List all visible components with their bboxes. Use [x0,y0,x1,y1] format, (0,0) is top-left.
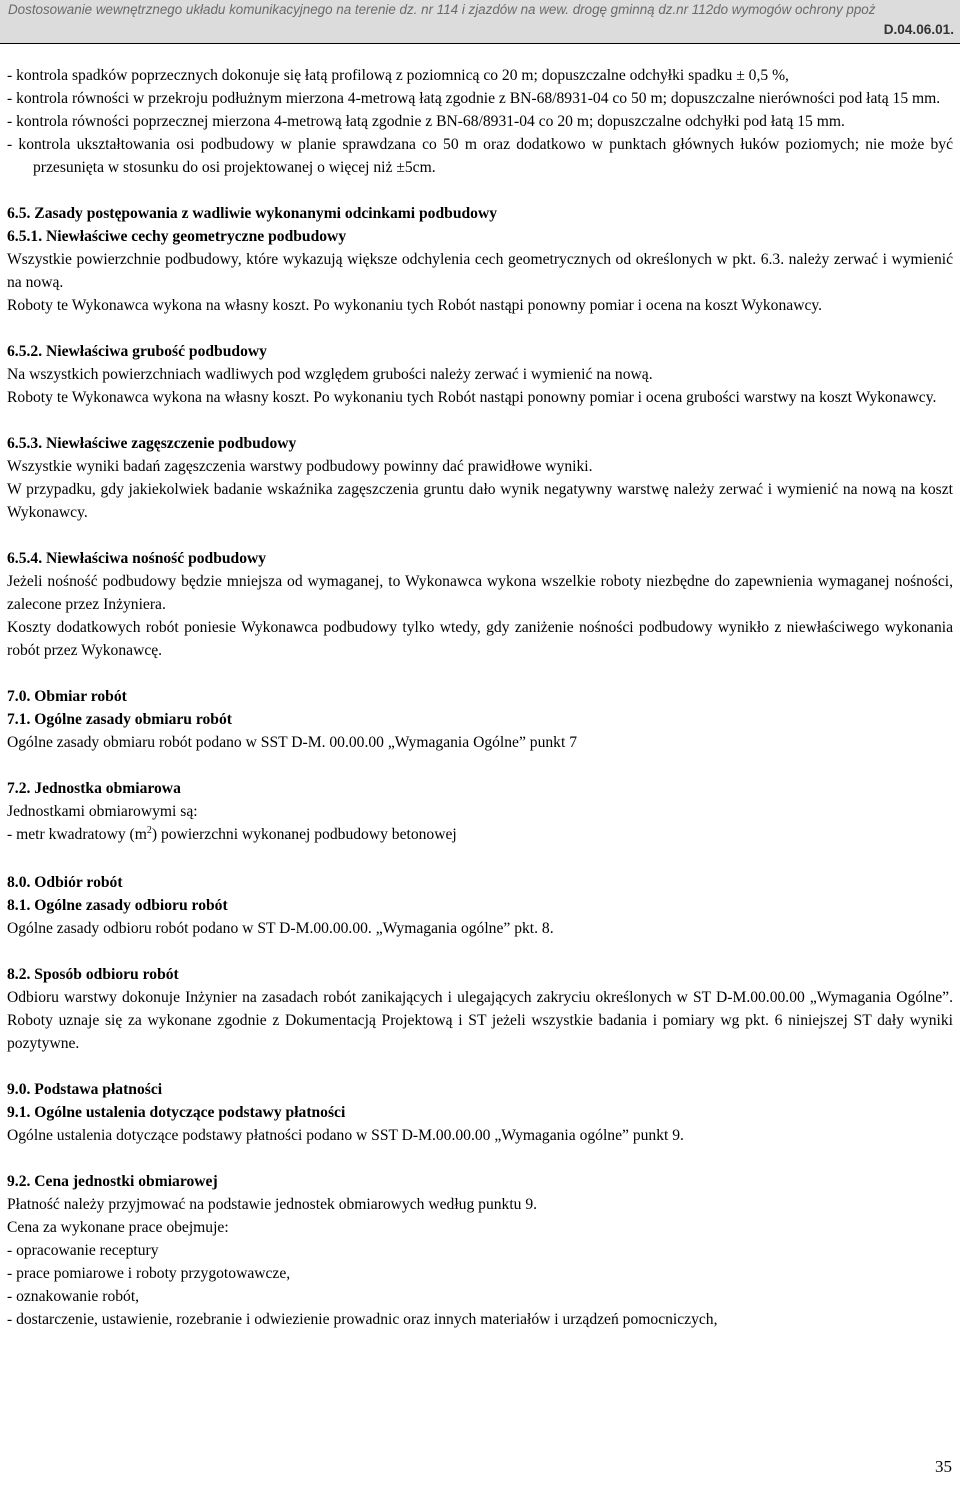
page-number: 35 [935,1457,952,1476]
document-body [7,64,953,1331]
list-item: - kontrola równości poprzecznej mierzona 4-metrową łatą zgodnie z BN-68/8931-04 co 20 m; dopuszczalne odchyłki pod łatą 15 mm. [7,113,845,130]
list-item: - opracowanie receptury [7,1242,159,1259]
section-heading-6-5-2: 6.5.2. Niewłaściwa grubość podbudowy [7,343,267,360]
paragraph: Płatność należy przyjmować na podstawie jednostek obmiarowych według punktu 9. [7,1196,538,1213]
paragraph: Jednostkami obmiarowymi są: [7,803,198,820]
list-item: - dostarczenie, ustawienie, rozebranie i odwiezienie prowadnic oraz innych materiałów i urządzeń pomocniczych, [7,1311,718,1328]
section-heading-6-5-3: 6.5.3. Niewłaściwe zagęszczenie podbudowy [7,435,297,452]
paragraph: Ogólne zasady obmiaru robót podano w SST D-M. 00.00.00 „Wymagania Ogólne” punkt 7 [7,734,578,751]
section-heading-8-1: 8.1. Ogólne zasady odbioru robót [7,897,228,914]
section-heading-7-2: 7.2. Jednostka obmiarowa [7,780,181,797]
running-header [0,0,960,44]
section-heading-9-1: 9.1. Ogólne ustalenia dotyczące podstawy płatności [7,1104,346,1121]
section-heading-8-2: 8.2. Sposób odbioru robót [7,966,179,983]
paragraph: Roboty te Wykonawca wykona na własny koszt. Po wykonaniu tych Robót nastąpi ponowny pomiar i ocena na koszt Wykonawcy. [7,297,823,314]
section-heading-6-5: 6.5. Zasady postępowania z wadliwie wykonanymi odcinkami podbudowy [7,205,498,222]
section-heading-7-0: 7.0. Obmiar robót [7,688,127,705]
section-heading-9-2: 9.2. Cena jednostki obmiarowej [7,1173,218,1190]
superscript: 2 [146,825,152,836]
paragraph: Roboty te Wykonawca wykona na własny koszt. Po wykonaniu tych Robót nastąpi ponowny pomiar i ocena grubości warstwy na koszt Wykonawcy. [7,389,937,406]
paragraph: Jeżeli nośność podbudowy będzie mniejsza od wymaganej, to Wykonawca wykona wszelkie roboty niezbędne do zapewnienia wymaganej nośności, zalecone przez Inżyniera. [7,573,953,613]
unit-item: - metr kwadratowy $(m^2)$ powierzchni wykonanej podbudowy betonowej [7,825,457,843]
header-code: D.04.06.01. [883,22,954,37]
paragraph: Ogólne zasady odbioru robót podano w ST D-M.00.00.00. „Wymagania ogólne” pkt. 8. [7,920,554,937]
list-item: - prace pomiarowe i roboty przygotowawcze, [7,1265,291,1282]
paragraph: Na wszystkich powierzchniach wadliwych pod względem grubości należy zerwać i wymienić na nową. [7,366,653,383]
paragraph: Wszystkie wyniki badań zagęszczenia warstwy podbudowy powinny dać prawidłowe wyniki. [7,458,593,475]
paragraph: Odbioru warstwy dokonuje Inżynier na zasadach robót zanikających i ulegających zakryciu określonych w ST D-M.00.00.00 „Wymagania Ogólne”. Roboty uznaje się za wykonane zgodnie z Dokumentacją Projektową i ST jeżeli wszystkie badania i pomiary wg pkt. 6 niniejszej ST dały wyniki pozytywne. [7,989,953,1052]
paragraph: Wszystkie powierzchnie podbudowy, które wykazują większe odchylenia cech geometrycznych od określonych w pkt. 6.3. należy zerwać i wymienić na nową. [7,251,953,291]
section-heading-7-1: 7.1. Ogólne zasady obmiaru robót [7,711,232,728]
header-title: Dostosowanie wewnętrznego układu komunikacyjnego na terenie dz. nr 114 i zjazdów na wew. drogę gminną dz.nr 112do wymogów ochrony ppoż [8,2,876,17]
section-heading-9-0: 9.0. Podstawa płatności [7,1081,163,1098]
section-heading-8-0: 8.0. Odbiór robót [7,874,123,891]
list-item: - kontrola ukształtowania osi podbudowy w planie sprawdzana co 50 m oraz dodatkowo w punktach głównych łuków poziomych; nie może być przesunięta w stosunku do osi projektowanej o więcej niż ±5cm. [7,136,953,176]
paragraph: Koszty dodatkowych robót poniesie Wykonawca podbudowy tylko wtedy, gdy zaniżenie nośności podbudowy wynikło z niewłaściwego wykonania robót przez Wykonawcę. [7,619,953,659]
list-item: - oznakowanie robót, [7,1288,140,1305]
paragraph: W przypadku, gdy jakiekolwiek badanie wskaźnika zagęszczenia gruntu dało wynik negatywny warstwę należy zerwać i wymienić na nową na koszt Wykonawcy. [7,481,953,521]
list-item: - kontrola spadków poprzecznych dokonuje się łatą profilową z poziomnicą co 20 m; dopuszczalne odchyłki spadku ± 0,5 %, [7,67,789,84]
list-item: - kontrola równości w przekroju podłużnym mierzona 4-metrową łatą zgodnie z BN-68/8931-04 co 50 m; dopuszczalne nierówności pod łatą 15 mm. [7,90,941,107]
section-heading-6-5-1: 6.5.1. Niewłaściwe cechy geometryczne podbudowy [7,228,347,245]
section-heading-6-5-4: 6.5.4. Niewłaściwa nośność podbudowy [7,550,267,567]
paragraph: Ogólne ustalenia dotyczące podstawy płatności podano w SST D-M.00.00.00 „Wymagania ogólne” punkt 9. [7,1127,684,1144]
paragraph: Cena za wykonane prace obejmuje: [7,1219,229,1236]
